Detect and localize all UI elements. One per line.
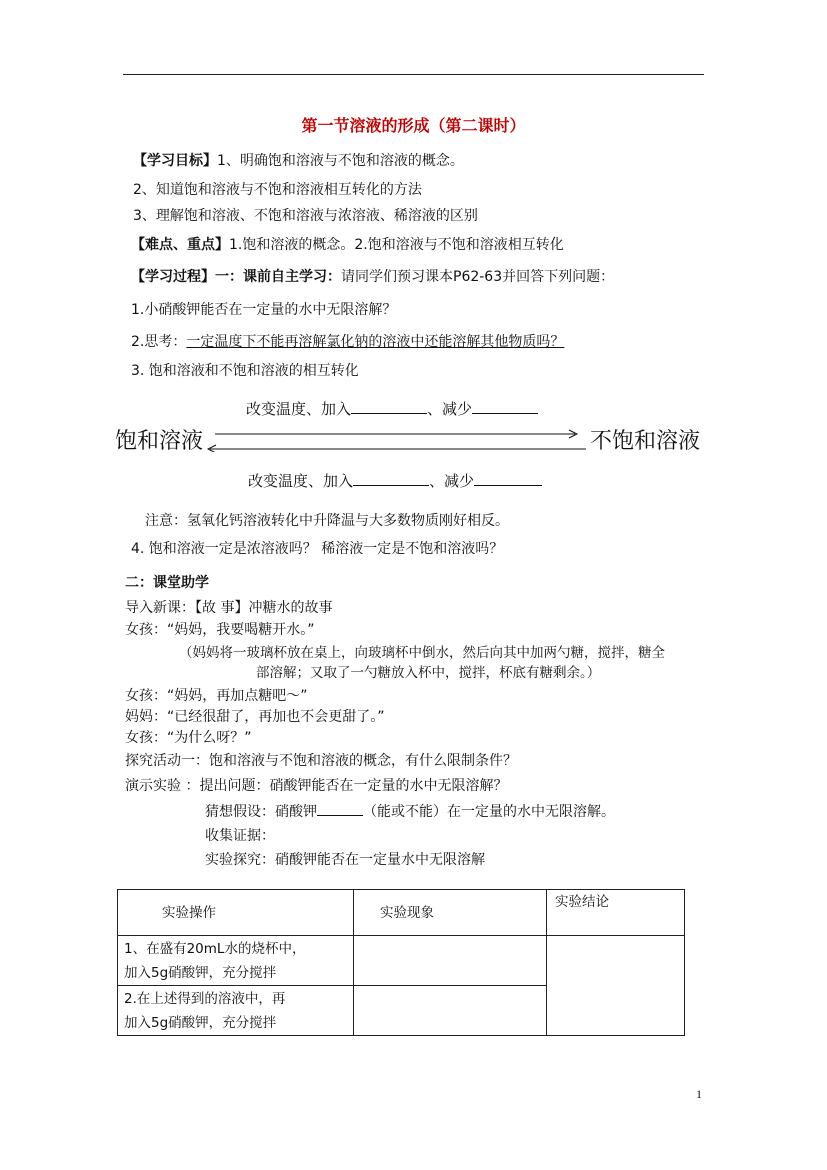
process-line	[131, 266, 614, 286]
diagram-right-unsaturated: 不饱和溶液	[590, 429, 701, 454]
header-conclusion: 实验结论	[547, 890, 685, 936]
diagram-top-blank-2	[472, 399, 538, 414]
story-line-1: 女孩：“妈妈，我要喝糖开水。”	[125, 622, 315, 638]
header-operation: 实验操作	[118, 890, 354, 936]
question-2	[131, 331, 564, 351]
objective-2: 2、知道饱和溶液与不饱和溶液相互转化的方法	[133, 182, 422, 198]
diagram-top-condition	[246, 398, 538, 419]
explore-line: 实验探究：硝酸钾能否在一定量水中无限溶解	[205, 852, 485, 868]
diagram-top-blank-1	[351, 399, 427, 414]
objectives-line-1	[133, 150, 464, 170]
story-line-2b: 部溶解；又取了一勺糖放入杯中，搅拌，杯底有糖剩余。）	[256, 665, 601, 681]
row-2-phenomenon	[354, 986, 547, 1036]
key-points-line	[131, 234, 564, 254]
row-1-op-line-1: 1、在盛有20mL水的烧杯中，	[124, 940, 306, 957]
collect-evidence: 收集证据：	[205, 828, 275, 844]
demo-line	[125, 775, 507, 795]
question-2-prefix: 2.思考：	[131, 334, 187, 350]
story-line-3: 女孩：“妈妈，再加点糖吧～”	[125, 688, 308, 704]
diagram-bottom-condition	[248, 470, 542, 491]
key-points-text: 1.饱和溶液的概念。2.饱和溶液与不饱和溶液相互转化	[229, 237, 564, 253]
objective-1: 1、明确饱和溶液与不饱和溶液的概念。	[217, 153, 464, 169]
table-header-row	[118, 890, 685, 936]
diagram-left-saturated: 饱和溶液	[115, 429, 204, 454]
row-1-op-line-2: 加入5g硝酸钾，充分搅拌	[124, 964, 277, 981]
question-3: 3. 饱和溶液和不饱和溶液的相互转化	[131, 363, 359, 379]
row-2-op-line-1: 2.在上述得到的溶液中，再	[124, 990, 286, 1007]
story-line-4: 妈妈：“已经很甜了，再加也不会更甜了。”	[125, 709, 385, 725]
conclusion-cell	[547, 936, 685, 1036]
process-label: 【学习过程】	[131, 269, 215, 285]
row-2-operation	[118, 986, 354, 1036]
question-2-text: 一定温度下不能再溶解氯化钠的溶液中还能溶解其他物质吗？	[186, 334, 565, 350]
question-4: 4. 饱和溶液一定是浓溶液吗？ 稀溶液一定是不饱和溶液吗？	[131, 541, 504, 557]
story-line-5: 女孩：“为什么呀？”	[125, 730, 252, 746]
hypothesis-prefix: 猜想假设：硝酸钾	[205, 804, 317, 820]
header-rule	[123, 74, 704, 75]
objective-3: 3、理解饱和溶液、不饱和溶液与浓溶液、稀溶液的区别	[133, 208, 478, 224]
key-points-label: 【难点、重点】	[131, 237, 229, 253]
diagram-top-mid: 、减少	[427, 400, 473, 418]
diagram-bottom-mid: 、减少	[429, 472, 475, 490]
note: 注意：氢氧化钙溶液转化中升降温与大多数物质刚好相反。	[145, 513, 509, 529]
row-2-op-line-2: 加入5g硝酸钾，充分搅拌	[124, 1014, 277, 1031]
diagram-bottom-blank-1	[353, 471, 429, 486]
intro-tag: 【故 事】	[195, 600, 249, 616]
demo-question: 提出问题：硝酸钾能否在一定量的水中无限溶解？	[199, 778, 508, 794]
hypothesis-suffix: （能或不能）在一定量的水中无限溶解。	[363, 804, 615, 820]
intro-line	[125, 597, 332, 617]
objectives-label: 【学习目标】	[133, 153, 217, 169]
header-phenomenon: 实验现象	[354, 890, 547, 936]
question-1: 1.小硝酸钾能否在一定量的水中无限溶解？	[131, 302, 397, 318]
hypothesis-line	[205, 801, 615, 821]
diagram-top-prefix: 改变温度、加入	[246, 400, 352, 418]
page-title: 第一节溶液的形成（第二课时）	[301, 116, 526, 135]
table-row	[118, 936, 685, 986]
part2-title: 二：课堂助学	[125, 575, 209, 591]
part1-title: 一：课前自主学习：	[215, 269, 341, 285]
story-line-2a: （妈妈将一玻璃杯放在桌上，向玻璃杯中倒水，然后向其中加两勺糖，搅拌，糖全	[179, 645, 665, 661]
demo-label: 演示实验 ：	[125, 778, 200, 794]
intro-text: 冲糖水的故事	[248, 600, 333, 616]
intro-prefix: 导入新课：	[125, 600, 195, 616]
diagram-arrows	[200, 428, 595, 452]
diagram-bottom-blank-2	[474, 471, 542, 486]
row-1-operation	[118, 936, 354, 986]
page-number: 1	[696, 1087, 702, 1101]
diagram-bottom-prefix: 改变温度、加入	[248, 472, 354, 490]
row-1-phenomenon	[354, 936, 547, 986]
experiment-table	[117, 889, 685, 1036]
hypothesis-blank	[317, 801, 363, 816]
activity-line: 探究活动一：饱和溶液与不饱和溶液的概念，有什么限制条件？	[125, 753, 517, 769]
part1-text: 请同学们预习课本P62-63并回答下列问题：	[341, 269, 615, 285]
